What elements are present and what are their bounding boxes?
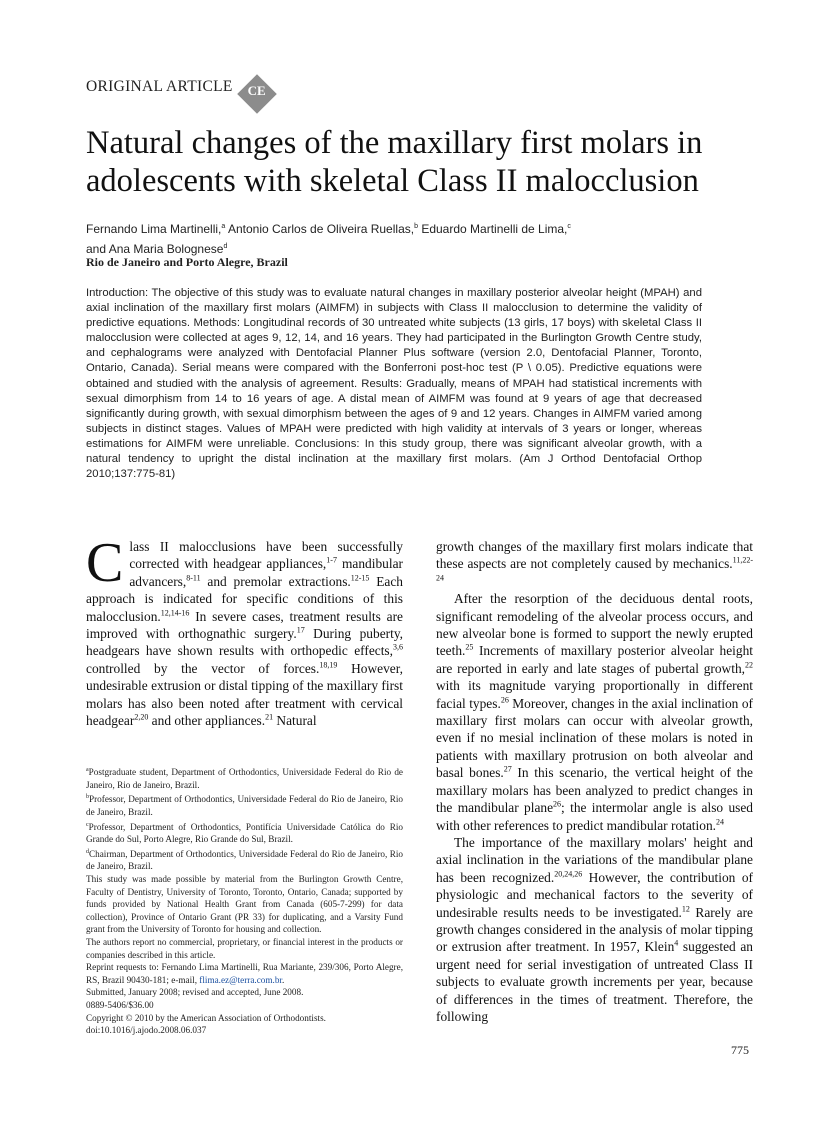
paragraph-3: The importance of the maxillary molars' height and axial inclination in the variations of the mandibular plane has been recognized.$^{20,24,26}$ However, the contribution of physiologic and mechanical factors to the severity of undesirable results needs to be investigated.$^{12}$ Rarely are growth changes considered in the analysis of molar tipping or extrusion after treatment. In 1957, Klein$^4$ suggested an urgent need for serial investigation of untreated Class II subjects to evaluate growth increments per year, because of differences in the times of treatment. Therefore, the following <box>436 834 754 1024</box>
copyright-line: Copyright © 2010 by the American Association of Orthodontists. <box>86 1012 326 1023</box>
funding-note: This study was made possible by material from the Burlington Growth Centre, Faculty of Dentistry, University of Toronto, Toronto, Ontario, Canada; supported by funds provided by National Health Grant from Canada (605-7-299) for data collection), Province of Ontario Grant (PR 33) for duplicating, and a Varsity Fund grant from the University of Toronto for housing and collection. <box>86 874 403 935</box>
abstract: Introduction: The objective of this study was to evaluate natural changes in maxillary posterior alveolar height (MPAH) and axial inclination of the maxillary first molars (AIMFM) in subjects with Class II malocclusion to determine the validity of predictive equations. Methods: Longitudinal records of 30 untreated white subjects (13 girls, 17 boys) with skeletal Class II malocclusion were collected at ages 9, 12, 14, and 16 years. They had participated in the Burlington Growth Centre study, and cephalograms were analyzed with Dentofacial Planner Plus software (version 2.0, Dentofacial Planner, Toronto, Ontario, Canada). Serial means were compared with the Bonferroni post-hoc test (P \ 0.05). Predictive equations were obtained and studied with the analysis of agreement. Results: Gradually, means of MPAH had statistical increments with sexual dimorphism from 14 to 16 years of age. A distal mean of AIMFM was found at 9 years of age that decreased significantly during growth, with sexual dimorphism between the ages of 9 and 12 years. Changes in AIMFM varied among subjects in distinct stages. Values of MPAH were predicted with high validity at intervals of 3 years or longer, whereas estimations for AIMFM were unreliable. Conclusions: In this study group, there was significant alveolar growth, with a natural tendency to upright the distal inclination at the maxillary first molars. (Am J Orthod Dentofacial Orthop 2010;137:775-81) <box>86 287 702 481</box>
body-column-right <box>436 538 753 1025</box>
paragraph-2: After the resorption of the deciduous dental roots, significant remodeling of the alveolar process occurs, and new alveolar bone is formed to support the newly erupted teeth.$^{25}$ Increments of maxillary posterior alveolar height are reported in early and late stages of pubertal growth,$^{22}$ with its magnitude varying proportionally in different facial types.$^{26}$ Moreover, changes in the axial inclination of maxillary first molars can occur with alveolar growth, even if no mesial inclination of these molars is noted in patients with maxillary protrusion on both alveolar and basal bones.$^{27}$ In this scenario, the vertical height of the maxillary molars has been analyzed to predict changes in the mandibular plane$^{26}$; the intermolar angle is also used with other references to predict mandibular rotation.$^{24}$ <box>436 591 753 833</box>
article-header <box>86 60 277 114</box>
article-title: Natural changes of the maxillary first molars in adolescents with skeletal Class II malocclusion <box>86 125 703 199</box>
drop-cap: C <box>86 532 124 594</box>
page-number: 775 <box>731 1043 749 1057</box>
author-list: Fernando Lima Martinelli,$^a$ Antonio Carlos de Oliveira Ruellas,$^b$ Eduardo Martinelli de Lima,$^c$ and Ana Maria Bolognese$^d$ <box>86 222 571 256</box>
intro-paragraph: Class II malocclusions have been successfully corrected with headgear appliances,$^{1-7}$ mandibular advancers,$^{8-11}$ and premolar extractions.$^{12-15}$ Each approach is indicated for specific conditions of this malocclusion.$^{12,14-16}$ In severe cases, treatment results are improved with orthognathic surgery.$^{17}$ During puberty, headgears have shown results with orthopedic effects,$^{3,6}$ controlled by the vector of forces.$^{18,19}$ However, undesirable extrusion or distal tipping of the maxillary first molars has also been noted after treatment with cervical headgear$^{2,20}$ and other appliances.$^{21}$ Natural <box>86 532 403 729</box>
footnotes <box>86 764 403 1037</box>
doi-line: doi:10.1016/j.ajodo.2008.06.037 <box>86 1025 207 1036</box>
footnote-d: $^d$Chairman, Department of Orthodontics, Universidade Federal do Rio de Janeiro, Rio de Janeiro, Brazil. <box>86 848 403 872</box>
paragraph-1: growth changes of the maxillary first molars indicate that these aspects are not completely caused by mechanics.$^{11,22-24}$ <box>436 539 753 583</box>
article-type-label: ORIGINAL ARTICLE <box>86 78 233 95</box>
email-link[interactable]: flima.ez@terra.com.br <box>199 974 282 985</box>
body-column-left <box>86 532 403 729</box>
author-location: Rio de Janeiro and Porto Alegre, Brazil <box>86 255 288 269</box>
footnote-b: $^b$Professor, Department of Orthodontics, Universidade Federal do Rio de Janeiro, Rio de Janeiro, Brazil. <box>86 794 403 817</box>
submission-dates: Submitted, January 2008; revised and accepted, June 2008. <box>86 987 304 998</box>
footnote-c: $^c$Professor, Department of Orthodontics, Pontifícia Universidade Católica do Rio Grande do Sul, Porto Alegre, Rio Grande do Sul, Brazil. <box>86 821 403 845</box>
ce-logo-icon: CE <box>237 74 277 114</box>
reprint-note: Reprint requests to: Fernando Lima Martinelli, Rua Mariante, 239/306, Porto Alegre, RS, Brazil 90430-181; e-mail, flima.ez@terra.com.br. <box>86 962 403 985</box>
disclosure-note: The authors report no commercial, proprietary, or financial interest in the products or companies described in this article. <box>86 936 403 960</box>
footnote-a: $^a$Postgraduate student, Department of Orthodontics, Universidade Federal do Rio de Janeiro, Rio de Janeiro, Brazil. <box>86 767 403 790</box>
issn-price: 0889-5406/$36.00 <box>86 999 154 1010</box>
